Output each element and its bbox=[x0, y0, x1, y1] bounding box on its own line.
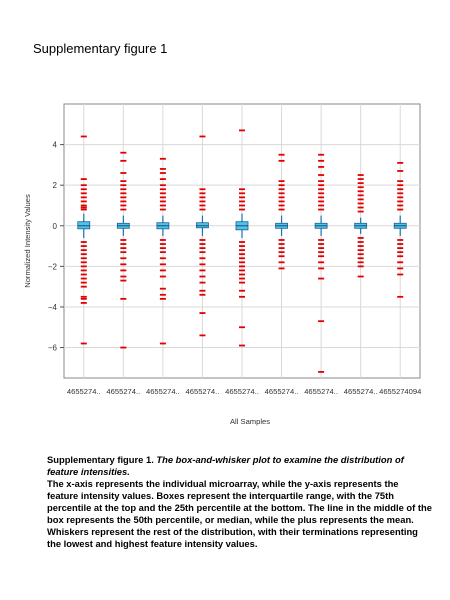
outlier-mark bbox=[279, 209, 285, 211]
outlier-mark bbox=[318, 192, 324, 194]
outlier-mark bbox=[397, 180, 403, 182]
outlier-mark bbox=[397, 255, 403, 257]
outlier-mark bbox=[318, 160, 324, 162]
outlier-mark bbox=[358, 174, 364, 176]
box bbox=[196, 223, 208, 228]
outlier-mark bbox=[318, 261, 324, 263]
outlier-mark bbox=[318, 243, 324, 245]
outlier-mark bbox=[318, 251, 324, 253]
outlier-mark bbox=[239, 274, 245, 276]
outlier-mark bbox=[358, 253, 364, 255]
outlier-mark bbox=[81, 302, 87, 304]
outlier-mark bbox=[199, 334, 205, 336]
x-tick-label: 4655274.. bbox=[264, 387, 299, 396]
outlier-mark bbox=[239, 290, 245, 292]
outlier-mark bbox=[318, 174, 324, 176]
outlier-mark bbox=[318, 278, 324, 280]
outlier-mark bbox=[358, 186, 364, 188]
outlier-mark bbox=[279, 160, 285, 162]
outlier-mark bbox=[81, 265, 87, 267]
x-tick-label: 4655274094 bbox=[379, 387, 422, 396]
outlier-mark bbox=[120, 243, 126, 245]
outlier-mark bbox=[397, 188, 403, 190]
outlier-mark bbox=[120, 192, 126, 194]
outlier-mark bbox=[397, 209, 403, 211]
outlier-mark bbox=[318, 188, 324, 190]
outlier-mark bbox=[160, 263, 166, 265]
y-tick-label: 2 bbox=[52, 181, 57, 191]
outlier-mark bbox=[120, 239, 126, 241]
outlier-mark bbox=[239, 345, 245, 347]
outlier-mark bbox=[160, 298, 166, 300]
outlier-mark bbox=[81, 188, 87, 190]
outlier-mark bbox=[199, 290, 205, 292]
outlier-mark bbox=[160, 209, 166, 211]
y-tick-label: −2 bbox=[47, 262, 57, 272]
outlier-mark bbox=[239, 257, 245, 259]
outlier-mark bbox=[81, 282, 87, 284]
y-tick-label: −4 bbox=[47, 302, 57, 312]
outlier-mark bbox=[120, 280, 126, 282]
caption-body: The x-axis represents the individual microarray, while the y-axis represents the feature intensity values. Boxes represent the interquartile range, with the 75th percentile at the top and the 25th percentile at the bottom. The line in the middle of the box represents the 50th percentile, or median, while the plus represents the mean. Whiskers represent the rest of the distribution, with their terminations representing the lowest and highest feature intensity values. bbox=[47, 478, 432, 549]
y-tick-label: 0 bbox=[52, 221, 57, 231]
outlier-mark bbox=[318, 184, 324, 186]
outlier-mark bbox=[81, 257, 87, 259]
outlier-mark bbox=[358, 182, 364, 184]
outlier-mark bbox=[279, 205, 285, 207]
outlier-mark bbox=[358, 265, 364, 267]
outlier-mark bbox=[239, 261, 245, 263]
outlier-mark bbox=[358, 198, 364, 200]
outlier-mark bbox=[199, 209, 205, 211]
outlier-mark bbox=[358, 237, 364, 239]
outlier-mark bbox=[318, 180, 324, 182]
outlier-mark bbox=[239, 253, 245, 255]
outlier-mark bbox=[239, 192, 245, 194]
outlier-mark bbox=[160, 184, 166, 186]
outlier-mark bbox=[81, 205, 87, 207]
y-tick-label: −6 bbox=[47, 343, 57, 353]
outlier-mark bbox=[397, 268, 403, 270]
caption-title-italic: The box-and-whisker plot to examine the distribution of feature intensities. bbox=[47, 454, 404, 477]
outlier-mark bbox=[120, 347, 126, 349]
page-heading: Supplementary figure 1 bbox=[33, 41, 168, 56]
outlier-mark bbox=[120, 247, 126, 249]
outlier-mark bbox=[358, 178, 364, 180]
outlier-mark bbox=[199, 239, 205, 241]
outlier-mark bbox=[81, 136, 87, 138]
outlier-mark bbox=[199, 188, 205, 190]
outlier-mark bbox=[239, 209, 245, 211]
outlier-mark bbox=[397, 196, 403, 198]
outlier-mark bbox=[120, 184, 126, 186]
outlier-mark bbox=[160, 243, 166, 245]
outlier-mark bbox=[199, 276, 205, 278]
outlier-mark bbox=[81, 178, 87, 180]
outlier-mark bbox=[160, 257, 166, 259]
outlier-mark bbox=[397, 239, 403, 241]
outlier-mark bbox=[81, 249, 87, 251]
outlier-mark bbox=[120, 172, 126, 174]
outlier-mark bbox=[358, 207, 364, 209]
outlier-mark bbox=[397, 261, 403, 263]
outlier-mark bbox=[239, 326, 245, 328]
outlier-mark bbox=[160, 288, 166, 290]
outlier-mark bbox=[120, 251, 126, 253]
outlier-mark bbox=[160, 276, 166, 278]
outlier-mark bbox=[239, 278, 245, 280]
outlier-mark bbox=[397, 184, 403, 186]
outlier-mark bbox=[160, 192, 166, 194]
outlier-mark bbox=[81, 184, 87, 186]
outlier-mark bbox=[120, 263, 126, 265]
outlier-mark bbox=[199, 243, 205, 245]
outlier-mark bbox=[239, 265, 245, 267]
outlier-mark bbox=[120, 160, 126, 162]
outlier-mark bbox=[239, 129, 245, 131]
outlier-mark bbox=[120, 257, 126, 259]
outlier-mark bbox=[160, 239, 166, 241]
x-tick-label: 4655274.. bbox=[185, 387, 220, 396]
outlier-mark bbox=[239, 196, 245, 198]
outlier-mark bbox=[397, 162, 403, 164]
outlier-mark bbox=[81, 253, 87, 255]
outlier-mark bbox=[397, 251, 403, 253]
x-tick-label: 4655274.. bbox=[225, 387, 259, 396]
outlier-mark bbox=[120, 209, 126, 211]
outlier-mark bbox=[120, 180, 126, 182]
outlier-mark bbox=[279, 196, 285, 198]
outlier-mark bbox=[318, 201, 324, 203]
outlier-mark bbox=[358, 261, 364, 263]
outlier-mark bbox=[397, 205, 403, 207]
outlier-mark bbox=[160, 172, 166, 174]
outlier-mark bbox=[318, 268, 324, 270]
outlier-mark bbox=[239, 201, 245, 203]
outlier-mark bbox=[239, 249, 245, 251]
outlier-mark bbox=[358, 241, 364, 243]
outlier-mark bbox=[199, 192, 205, 194]
outlier-mark bbox=[160, 196, 166, 198]
outlier-mark bbox=[279, 154, 285, 156]
outlier-mark bbox=[160, 247, 166, 249]
outlier-mark bbox=[81, 274, 87, 276]
outlier-mark bbox=[199, 294, 205, 296]
outlier-mark bbox=[239, 205, 245, 207]
outlier-mark bbox=[81, 278, 87, 280]
outlier-mark bbox=[358, 249, 364, 251]
outlier-mark bbox=[358, 203, 364, 205]
x-tick-label: 4655274.. bbox=[304, 387, 339, 396]
outlier-mark bbox=[199, 312, 205, 314]
outlier-mark bbox=[239, 270, 245, 272]
outlier-mark bbox=[160, 270, 166, 272]
outlier-mark bbox=[120, 276, 126, 278]
outlier-mark bbox=[120, 201, 126, 203]
outlier-mark bbox=[397, 274, 403, 276]
outlier-mark bbox=[279, 192, 285, 194]
outlier-mark bbox=[397, 192, 403, 194]
x-tick-label: 4655274.. bbox=[145, 387, 180, 396]
outlier-mark bbox=[120, 188, 126, 190]
outlier-mark bbox=[279, 243, 285, 245]
outlier-mark bbox=[358, 190, 364, 192]
outlier-mark bbox=[81, 261, 87, 263]
outlier-mark bbox=[81, 209, 87, 211]
outlier-mark bbox=[318, 371, 324, 373]
outlier-mark bbox=[199, 247, 205, 249]
outlier-mark bbox=[279, 251, 285, 253]
outlier-mark bbox=[81, 241, 87, 243]
outlier-mark bbox=[160, 251, 166, 253]
y-axis-label: Normalized Intensity Values bbox=[23, 194, 32, 288]
outlier-mark bbox=[279, 247, 285, 249]
outlier-mark bbox=[160, 178, 166, 180]
y-tick-label: 4 bbox=[52, 140, 57, 150]
outlier-mark bbox=[397, 243, 403, 245]
outlier-mark bbox=[120, 270, 126, 272]
outlier-mark bbox=[160, 343, 166, 345]
outlier-mark bbox=[81, 286, 87, 288]
outlier-mark bbox=[358, 257, 364, 259]
outlier-mark bbox=[318, 247, 324, 249]
outlier-mark bbox=[239, 245, 245, 247]
x-tick-label: 4655274.. bbox=[106, 387, 141, 396]
outlier-mark bbox=[81, 298, 87, 300]
outlier-mark bbox=[160, 188, 166, 190]
outlier-mark bbox=[199, 282, 205, 284]
outlier-mark bbox=[318, 166, 324, 168]
x-axis-label: All Samples bbox=[229, 417, 271, 426]
box bbox=[78, 222, 90, 229]
outlier-mark bbox=[318, 209, 324, 211]
outlier-mark bbox=[279, 261, 285, 263]
outlier-mark bbox=[358, 194, 364, 196]
outlier-mark bbox=[120, 205, 126, 207]
outlier-mark bbox=[199, 196, 205, 198]
outlier-mark bbox=[239, 188, 245, 190]
outlier-mark bbox=[318, 205, 324, 207]
x-tick-label: 4655274.. bbox=[66, 387, 101, 396]
outlier-mark bbox=[279, 188, 285, 190]
caption-title-prefix: Supplementary figure 1. bbox=[47, 454, 157, 465]
outlier-mark bbox=[397, 170, 403, 172]
outlier-mark bbox=[160, 205, 166, 207]
outlier-mark bbox=[358, 245, 364, 247]
outlier-mark bbox=[199, 205, 205, 207]
caption-title bbox=[47, 454, 432, 478]
outlier-mark bbox=[199, 201, 205, 203]
outlier-mark bbox=[160, 294, 166, 296]
outlier-mark bbox=[81, 343, 87, 345]
outlier-mark bbox=[199, 257, 205, 259]
outlier-mark bbox=[279, 180, 285, 182]
outlier-mark bbox=[358, 276, 364, 278]
outlier-mark bbox=[81, 207, 87, 209]
outlier-mark bbox=[199, 270, 205, 272]
outlier-mark bbox=[318, 239, 324, 241]
outlier-mark bbox=[318, 196, 324, 198]
outlier-mark bbox=[279, 239, 285, 241]
outlier-mark bbox=[199, 251, 205, 253]
outlier-mark bbox=[120, 152, 126, 154]
outlier-mark bbox=[397, 296, 403, 298]
outlier-mark bbox=[199, 263, 205, 265]
outlier-mark bbox=[279, 255, 285, 257]
outlier-mark bbox=[199, 136, 205, 138]
outlier-mark bbox=[81, 201, 87, 203]
outlier-mark bbox=[81, 245, 87, 247]
figure-caption bbox=[47, 454, 432, 550]
outlier-mark bbox=[120, 196, 126, 198]
outlier-mark bbox=[160, 168, 166, 170]
outlier-mark bbox=[239, 241, 245, 243]
outlier-mark bbox=[160, 201, 166, 203]
outlier-mark bbox=[318, 320, 324, 322]
outlier-mark bbox=[397, 201, 403, 203]
outlier-mark bbox=[239, 296, 245, 298]
x-tick-label: 4655274.. bbox=[343, 387, 378, 396]
outlier-mark bbox=[397, 247, 403, 249]
outlier-mark bbox=[239, 282, 245, 284]
outlier-mark bbox=[81, 192, 87, 194]
outlier-mark bbox=[81, 196, 87, 198]
outlier-mark bbox=[81, 296, 87, 298]
outlier-mark bbox=[279, 201, 285, 203]
outlier-mark bbox=[318, 154, 324, 156]
outlier-mark bbox=[318, 255, 324, 257]
outlier-mark bbox=[160, 158, 166, 160]
outlier-mark bbox=[279, 268, 285, 270]
outlier-mark bbox=[358, 211, 364, 213]
outlier-mark bbox=[120, 298, 126, 300]
outlier-mark bbox=[81, 270, 87, 272]
outlier-mark bbox=[279, 184, 285, 186]
